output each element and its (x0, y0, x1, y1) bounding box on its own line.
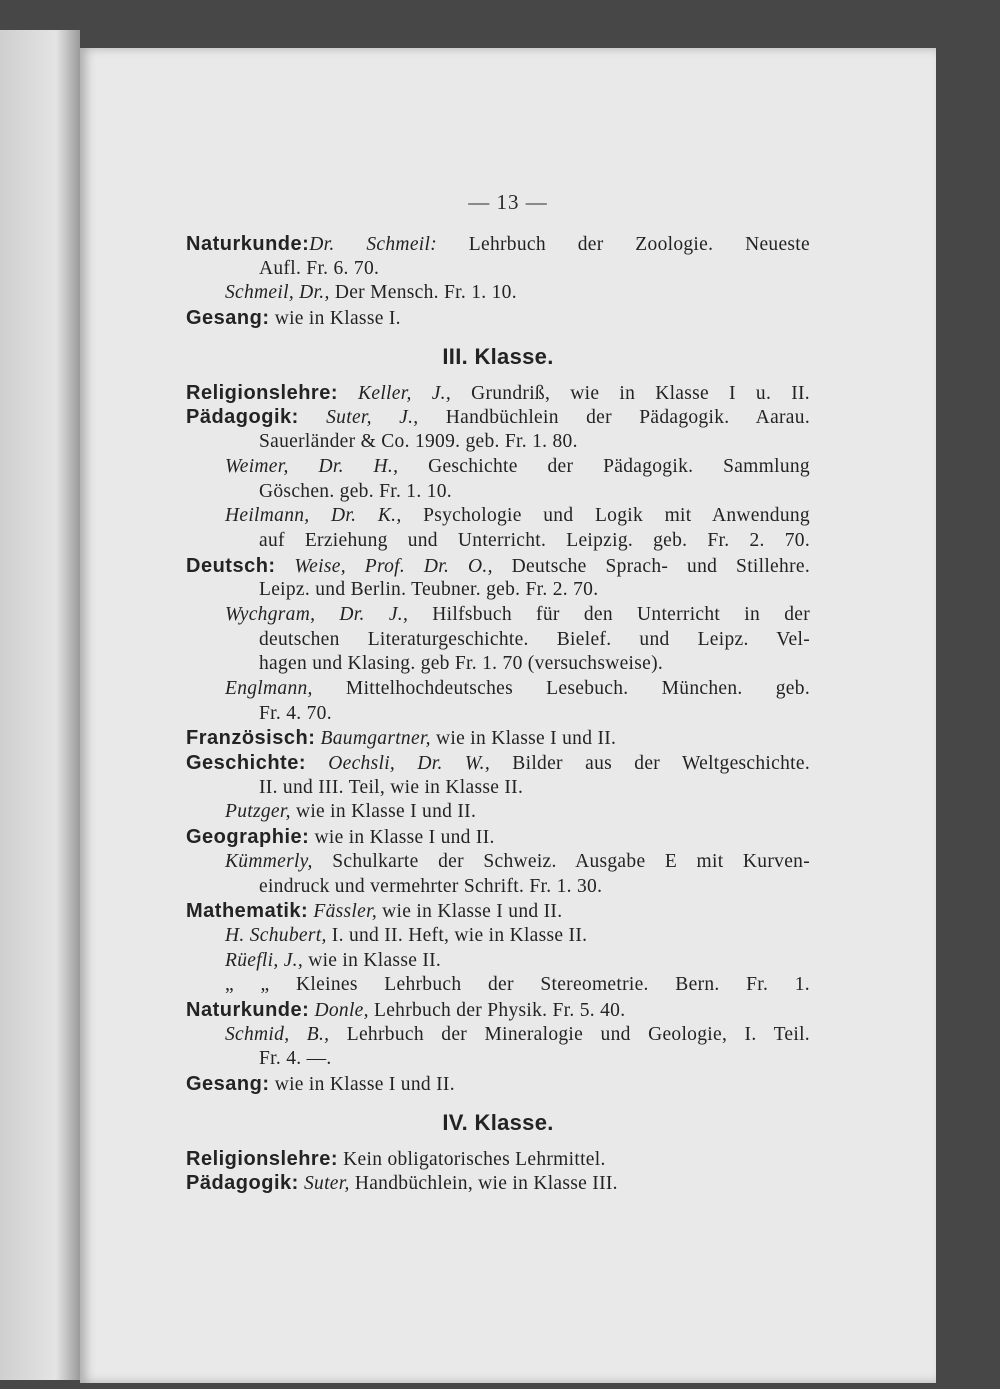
subject-label: Gesang: (186, 307, 270, 330)
continuation-line (186, 702, 810, 727)
author-name: Schmeil, Dr., (225, 282, 330, 304)
subject-entry (186, 751, 810, 776)
entry-text: hagen und Klasing. geb Fr. 1. 70 (versuchsweise). (259, 653, 664, 675)
continuation-line (186, 529, 810, 554)
subject-label: Pädagogik: (186, 1172, 299, 1195)
continuation-line (186, 628, 810, 653)
class-heading: III. Klasse. (442, 343, 554, 369)
entry-text: Leipz. und Berlin. Teubner. geb. Fr. 2. 70. (259, 579, 599, 601)
continuation-line (186, 652, 810, 677)
entry-text: Kein obligatorisches Lehrmittel. (337, 1148, 606, 1170)
author-name: H. Schubert, (225, 924, 327, 946)
subject-label: Geographie: (186, 826, 310, 849)
author-name: Kümmerly, (225, 850, 313, 872)
continuation-line (186, 578, 810, 603)
entry-text: Lehrbuch der Mineralogie und Geologie, I. Teil. (329, 1023, 810, 1045)
author-name: Wychgram, Dr. J., (225, 603, 409, 625)
subject-label: Naturkunde: (186, 233, 310, 255)
entry-text: Lehrbuch der Physik. Fr. 5. 40. (368, 999, 626, 1021)
book-entry (186, 455, 810, 480)
continuation-line (186, 480, 810, 505)
entry-text: wie in Klasse I und II. (290, 801, 477, 823)
entry-text: wie in Klasse I und II. (430, 728, 617, 750)
entry-text: Psychologie und Logik mit Anwendung (401, 505, 810, 527)
book-entry (186, 1023, 810, 1048)
entry-text: wie in Klasse I. (269, 308, 401, 330)
subject-label: Geschichte: (186, 752, 306, 775)
book-entry (186, 924, 810, 949)
entry-text: Göschen. geb. Fr. 1. 10. (259, 480, 452, 502)
author-name: Oechsli, Dr. W., (305, 753, 491, 775)
author-name: Donle, (309, 999, 369, 1021)
entry-text: Schulkarte der Schweiz. Ausgabe E mit Kurven- (312, 850, 810, 872)
author-name: Weise, Prof. Dr. O., (275, 555, 493, 577)
subject-entry (186, 554, 810, 579)
subject-entry (186, 1171, 810, 1196)
book-entry (186, 504, 810, 529)
entry-text: Fr. 4. 70. (259, 702, 332, 724)
subject-label: Gesang: (186, 1073, 270, 1095)
author-name: Weimer, Dr. H., (225, 455, 399, 477)
entry-text: Hilfsbuch für den Unterricht in der (408, 603, 810, 625)
author-name: Putzger, (225, 801, 291, 823)
entry-text: Mittelhochdeutsches Lesebuch. München. geb. (312, 678, 810, 699)
class-heading: IV. Klasse. (442, 1109, 554, 1135)
subject-entry (186, 726, 810, 751)
subject-label: Religionslehre: (186, 381, 338, 404)
subject-entry (186, 306, 810, 331)
subject-entry (186, 405, 810, 430)
subject-entry (186, 1072, 810, 1097)
subject-entry (186, 1147, 810, 1172)
facing-page-edge (0, 30, 80, 1380)
author-name: Schmid, B., (225, 1023, 330, 1045)
continuation-line (186, 1047, 810, 1072)
author-name: Keller, J., (337, 382, 451, 404)
author-name: Fässler, (308, 901, 377, 923)
entry-text: Fr. 4. —. (259, 1048, 332, 1070)
entry-text: wie in Klasse I und II. (269, 1074, 455, 1095)
entry-text: „ „ Kleines Lehrbuch der Stereometrie. Bern. Fr. 1. (225, 974, 810, 996)
subject-label: Mathematik: (186, 900, 309, 923)
book-entry (186, 850, 810, 875)
entry-text: Handbüchlein der Pädagogik. Aarau. (418, 407, 810, 429)
entry-text: Geschichte der Pädagogik. Sammlung (398, 455, 810, 477)
entry-text: wie in Klasse II. (303, 949, 442, 971)
subject-label: Pädagogik: (186, 406, 299, 429)
entry-text: Handbüchlein, wie in Klasse III. (349, 1173, 618, 1195)
book-page (80, 48, 936, 1383)
subject-label: Naturkunde: (186, 998, 310, 1021)
entry-text: II. und III. Teil, wie in Klasse II. (259, 776, 524, 798)
subject-entry (186, 825, 810, 850)
entry-text: Sauerländer & Co. 1909. geb. Fr. 1. 80. (259, 431, 578, 453)
subject-entry (186, 899, 810, 924)
author-name: Suter, J., (298, 407, 419, 429)
continuation-line (186, 430, 810, 455)
subject-label: Religionslehre: (186, 1147, 338, 1170)
book-list (186, 232, 810, 1196)
entry-text: Lehrbuch der Zoologie. Neueste (437, 234, 810, 255)
subject-entry (186, 232, 810, 257)
entry-text: eindruck und vermehrter Schrift. Fr. 1. 30. (259, 875, 603, 897)
entry-text: auf Erziehung und Unterricht. Leipzig. geb. Fr. 2. 70. (259, 529, 810, 551)
entry-text: wie in Klasse I und II. (309, 827, 495, 849)
continuation-line (186, 257, 810, 282)
book-entry (186, 973, 810, 998)
author-name: Heilmann, Dr. K., (225, 505, 402, 527)
continuation-line (186, 875, 810, 900)
author-name: Rüefli, J., (225, 949, 304, 971)
entry-text: Grundriß, wie in Klasse I u. II. (451, 382, 810, 404)
book-entry (186, 677, 810, 702)
continuation-line (186, 776, 810, 801)
entry-text: wie in Klasse I und II. (377, 901, 563, 923)
subject-label: Deutsch: (186, 554, 276, 577)
entry-text: Der Mensch. Fr. 1. 10. (329, 282, 517, 304)
author-name: Dr. Schmeil: (309, 234, 437, 255)
entry-text: Aufl. Fr. 6. 70. (259, 257, 380, 279)
subject-label: Französisch: (186, 727, 316, 750)
entry-text: Bilder aus der Weltgeschichte. (490, 753, 810, 775)
entry-text: Deutsche Sprach- und Stillehre. (492, 555, 810, 577)
page-number: — 13 — (468, 190, 548, 214)
book-entry (186, 603, 810, 628)
author-name: Suter, (298, 1173, 350, 1195)
entry-text: deutschen Literaturgeschichte. Bielef. und Leipz. Vel- (259, 628, 810, 650)
subject-entry (186, 381, 810, 406)
subject-entry (186, 998, 810, 1023)
book-entry (186, 281, 810, 306)
entry-text: I. und II. Heft, wie in Klasse II. (326, 924, 588, 946)
book-entry (186, 949, 810, 974)
author-name: Baumgartner, (315, 728, 431, 750)
author-name: Englmann, (225, 678, 313, 699)
book-entry (186, 800, 810, 825)
